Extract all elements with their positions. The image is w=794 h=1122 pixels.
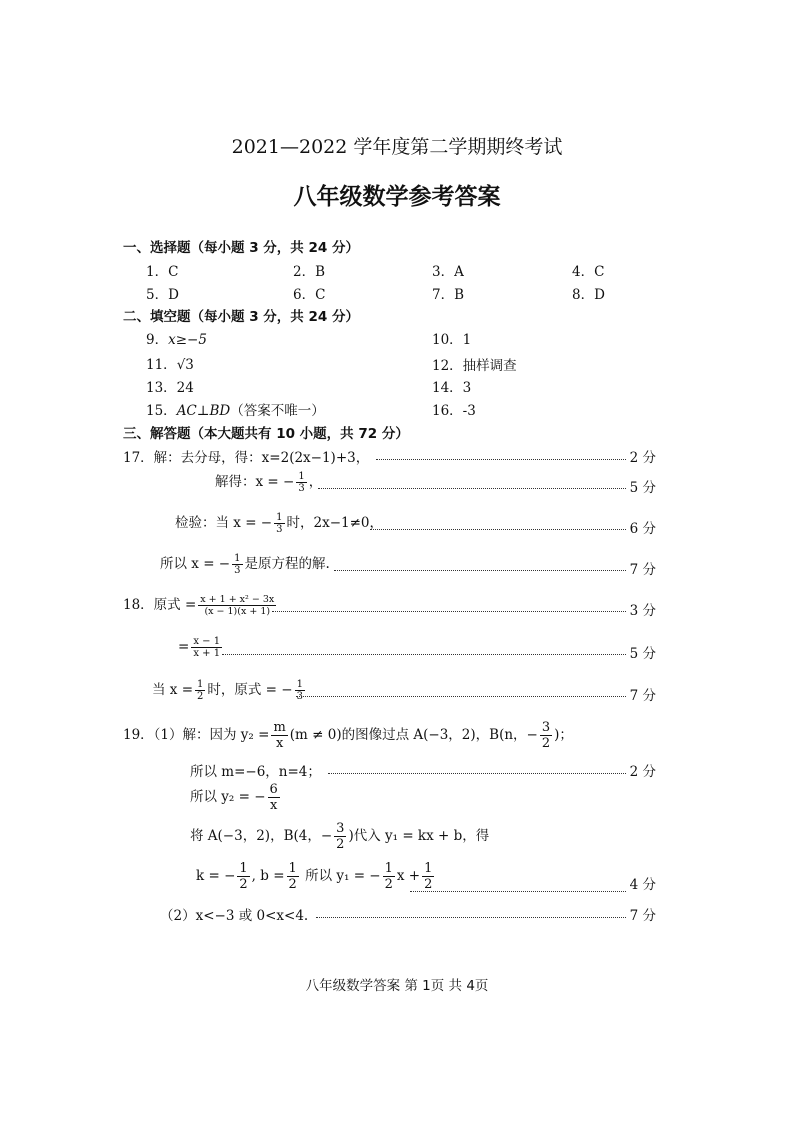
q17-score3: 6 分 bbox=[629, 521, 656, 537]
denominator: 2 bbox=[197, 691, 204, 702]
q19-line1-text: 19．（1）解：因为 y₂ = bbox=[123, 727, 270, 743]
fill-14: 14．3 bbox=[432, 380, 472, 396]
answer-6: 6．C bbox=[293, 287, 326, 303]
leader-dots bbox=[318, 488, 626, 489]
fraction bbox=[195, 679, 205, 702]
page-footer: 八年级数学答案 第 1页 共 4页 bbox=[305, 978, 489, 994]
q18-line2 bbox=[178, 636, 224, 659]
denominator: 3 bbox=[276, 524, 283, 535]
q19-line5-b: , b = bbox=[251, 868, 285, 884]
answer-5: 5．D bbox=[146, 287, 179, 303]
denominator: 2 bbox=[424, 877, 433, 892]
q19-line5-d: x + bbox=[396, 868, 421, 884]
q19-line1 bbox=[123, 720, 573, 751]
q17-line3-post: 时，2x−1≠0， bbox=[286, 515, 384, 531]
fill-15 bbox=[146, 399, 325, 419]
q17-line3-text: 检验：当 x = − bbox=[175, 515, 273, 531]
fraction bbox=[334, 821, 346, 852]
q18-line1 bbox=[123, 593, 278, 617]
fill-11 bbox=[146, 353, 194, 373]
q19-score1: 2 分 bbox=[629, 764, 656, 780]
numerator: 1 bbox=[384, 861, 393, 876]
fraction bbox=[540, 720, 552, 751]
q17-score4: 7 分 bbox=[629, 562, 656, 578]
denominator: 2 bbox=[288, 877, 297, 892]
fraction bbox=[198, 594, 276, 617]
q19-line4-post: )代入 y₁ = kx + b，得 bbox=[348, 828, 490, 844]
q18-score2: 5 分 bbox=[629, 646, 656, 662]
leader-dots bbox=[370, 529, 626, 530]
q18-line1-text: 18．原式 = bbox=[123, 597, 197, 613]
denominator: (x − 1)(x + 1) bbox=[204, 606, 271, 617]
numerator: 1 bbox=[296, 679, 303, 690]
numerator: x − 1 bbox=[193, 636, 221, 647]
section2-heading: 二、填空题（每小题 3 分，共 24 分） bbox=[123, 309, 359, 325]
fill-9 bbox=[146, 328, 207, 348]
q18-line3-mid: 时，原式 = − bbox=[207, 682, 293, 698]
q17-line3 bbox=[175, 511, 383, 535]
q17-score2: 5 分 bbox=[629, 480, 656, 496]
denominator: x + 1 bbox=[193, 648, 221, 659]
leader-dots bbox=[316, 917, 626, 918]
q19-line4-text: 将 A(−3，2)，B(4，− bbox=[190, 828, 333, 844]
fraction bbox=[237, 861, 249, 892]
numerator: 1 bbox=[239, 861, 248, 876]
numerator: 1 bbox=[298, 471, 305, 482]
q19-line3-text: 所以 y₂ = − bbox=[190, 789, 266, 805]
fill-15-num: 15． bbox=[146, 403, 177, 419]
answer-7: 7．B bbox=[432, 287, 465, 303]
numerator: 1 bbox=[424, 861, 433, 876]
section1-heading: 一、选择题（每小题 3 分，共 24 分） bbox=[123, 240, 359, 256]
denominator: x bbox=[270, 798, 278, 813]
q18-line2-text: = bbox=[178, 639, 190, 655]
q19-line5-c: 所以 y₁ = − bbox=[300, 868, 381, 884]
leader-dots bbox=[222, 654, 626, 655]
answer-3: 3．A bbox=[432, 264, 464, 280]
q18-line3-text: 当 x = bbox=[152, 682, 194, 698]
fill-15-answer: AC⊥BD bbox=[176, 403, 231, 419]
q19-line1-post: )； bbox=[554, 727, 573, 743]
q19-line1-mid: (m ≠ 0)的图像过点 A(−3，2)，B(n，− bbox=[289, 727, 538, 743]
leader-dots bbox=[410, 891, 626, 892]
q18-score3: 7 分 bbox=[629, 688, 656, 704]
numerator: m bbox=[273, 720, 286, 735]
q17-line4-text: 所以 x = − bbox=[160, 556, 231, 572]
fill-9-answer: x≥−5 bbox=[168, 332, 207, 348]
denominator: 2 bbox=[239, 877, 248, 892]
fraction bbox=[274, 512, 284, 535]
denominator: x bbox=[275, 736, 284, 751]
denominator: 2 bbox=[541, 736, 551, 751]
section3-heading: 三、解答题（本大题共有 10 小题，共 72 分） bbox=[123, 426, 409, 442]
answer-2: 2．B bbox=[293, 264, 326, 280]
numerator: 1 bbox=[234, 553, 241, 564]
numerator: 1 bbox=[197, 679, 204, 690]
fill-10: 10．1 bbox=[432, 332, 472, 348]
numerator: 3 bbox=[336, 821, 345, 836]
fraction bbox=[191, 636, 222, 659]
fill-11-num: 11． bbox=[146, 357, 177, 373]
q17-line2 bbox=[215, 470, 322, 494]
q18-line3 bbox=[152, 678, 307, 702]
q19-line5 bbox=[196, 861, 436, 892]
denominator: 3 bbox=[234, 565, 241, 576]
denominator: 3 bbox=[298, 483, 305, 494]
q19-line6: （2）x<−3 或 0<x<4. bbox=[160, 908, 309, 924]
q17-line2-text: 解得：x = − bbox=[215, 474, 295, 490]
fraction bbox=[268, 782, 280, 813]
q17-line2-post: ， bbox=[308, 474, 323, 490]
q18-score1: 3 分 bbox=[629, 603, 656, 619]
q19-score2: 4 分 bbox=[629, 877, 656, 893]
denominator: 2 bbox=[384, 877, 393, 892]
fraction bbox=[295, 679, 305, 702]
numerator: 1 bbox=[288, 861, 297, 876]
fill-13: 13．24 bbox=[146, 380, 194, 396]
fraction bbox=[287, 861, 299, 892]
exam-title: 2021—2022 学年度第二学期期终考试 bbox=[231, 136, 563, 158]
answer-title: 八年级数学参考答案 bbox=[293, 184, 501, 210]
q19-line4 bbox=[190, 821, 489, 852]
denominator: 2 bbox=[336, 837, 345, 852]
fraction bbox=[271, 720, 287, 751]
q19-line3 bbox=[190, 782, 282, 813]
fraction bbox=[383, 861, 395, 892]
leader-dots bbox=[296, 696, 626, 697]
fraction bbox=[232, 553, 242, 576]
q19-line2: 所以 m=−6，n=4； bbox=[190, 764, 321, 780]
q17-line1: 17．解：去分母，得：x=2(2x−1)+3， bbox=[123, 450, 370, 466]
numerator: x + 1 + x² − 3x bbox=[200, 594, 275, 605]
fill-12: 12．抽样调查 bbox=[432, 358, 517, 374]
q17-line4-post: 是原方程的解. bbox=[244, 556, 330, 572]
leader-dots bbox=[376, 459, 626, 460]
q19-line5-a: k = − bbox=[196, 868, 236, 884]
answer-1: 1．C bbox=[146, 264, 179, 280]
answer-4: 4．C bbox=[572, 264, 605, 280]
denominator: 3 bbox=[296, 691, 303, 702]
q19-score3: 7 分 bbox=[629, 908, 656, 924]
fill-9-num: 9． bbox=[146, 332, 169, 348]
leader-dots bbox=[328, 773, 626, 774]
q17-line4 bbox=[160, 552, 330, 576]
fraction bbox=[296, 471, 306, 494]
leader-dots bbox=[334, 570, 626, 571]
fill-11-answer: √3 bbox=[176, 357, 194, 373]
q17-score1: 2 分 bbox=[629, 450, 656, 466]
numerator: 3 bbox=[541, 720, 551, 735]
fill-15-note: （答案不唯一） bbox=[230, 403, 325, 419]
numerator: 6 bbox=[269, 782, 278, 797]
leader-dots bbox=[272, 611, 626, 612]
fill-16: 16．-3 bbox=[432, 403, 476, 419]
answer-8: 8．D bbox=[572, 287, 605, 303]
numerator: 1 bbox=[276, 512, 283, 523]
fraction bbox=[422, 861, 434, 892]
